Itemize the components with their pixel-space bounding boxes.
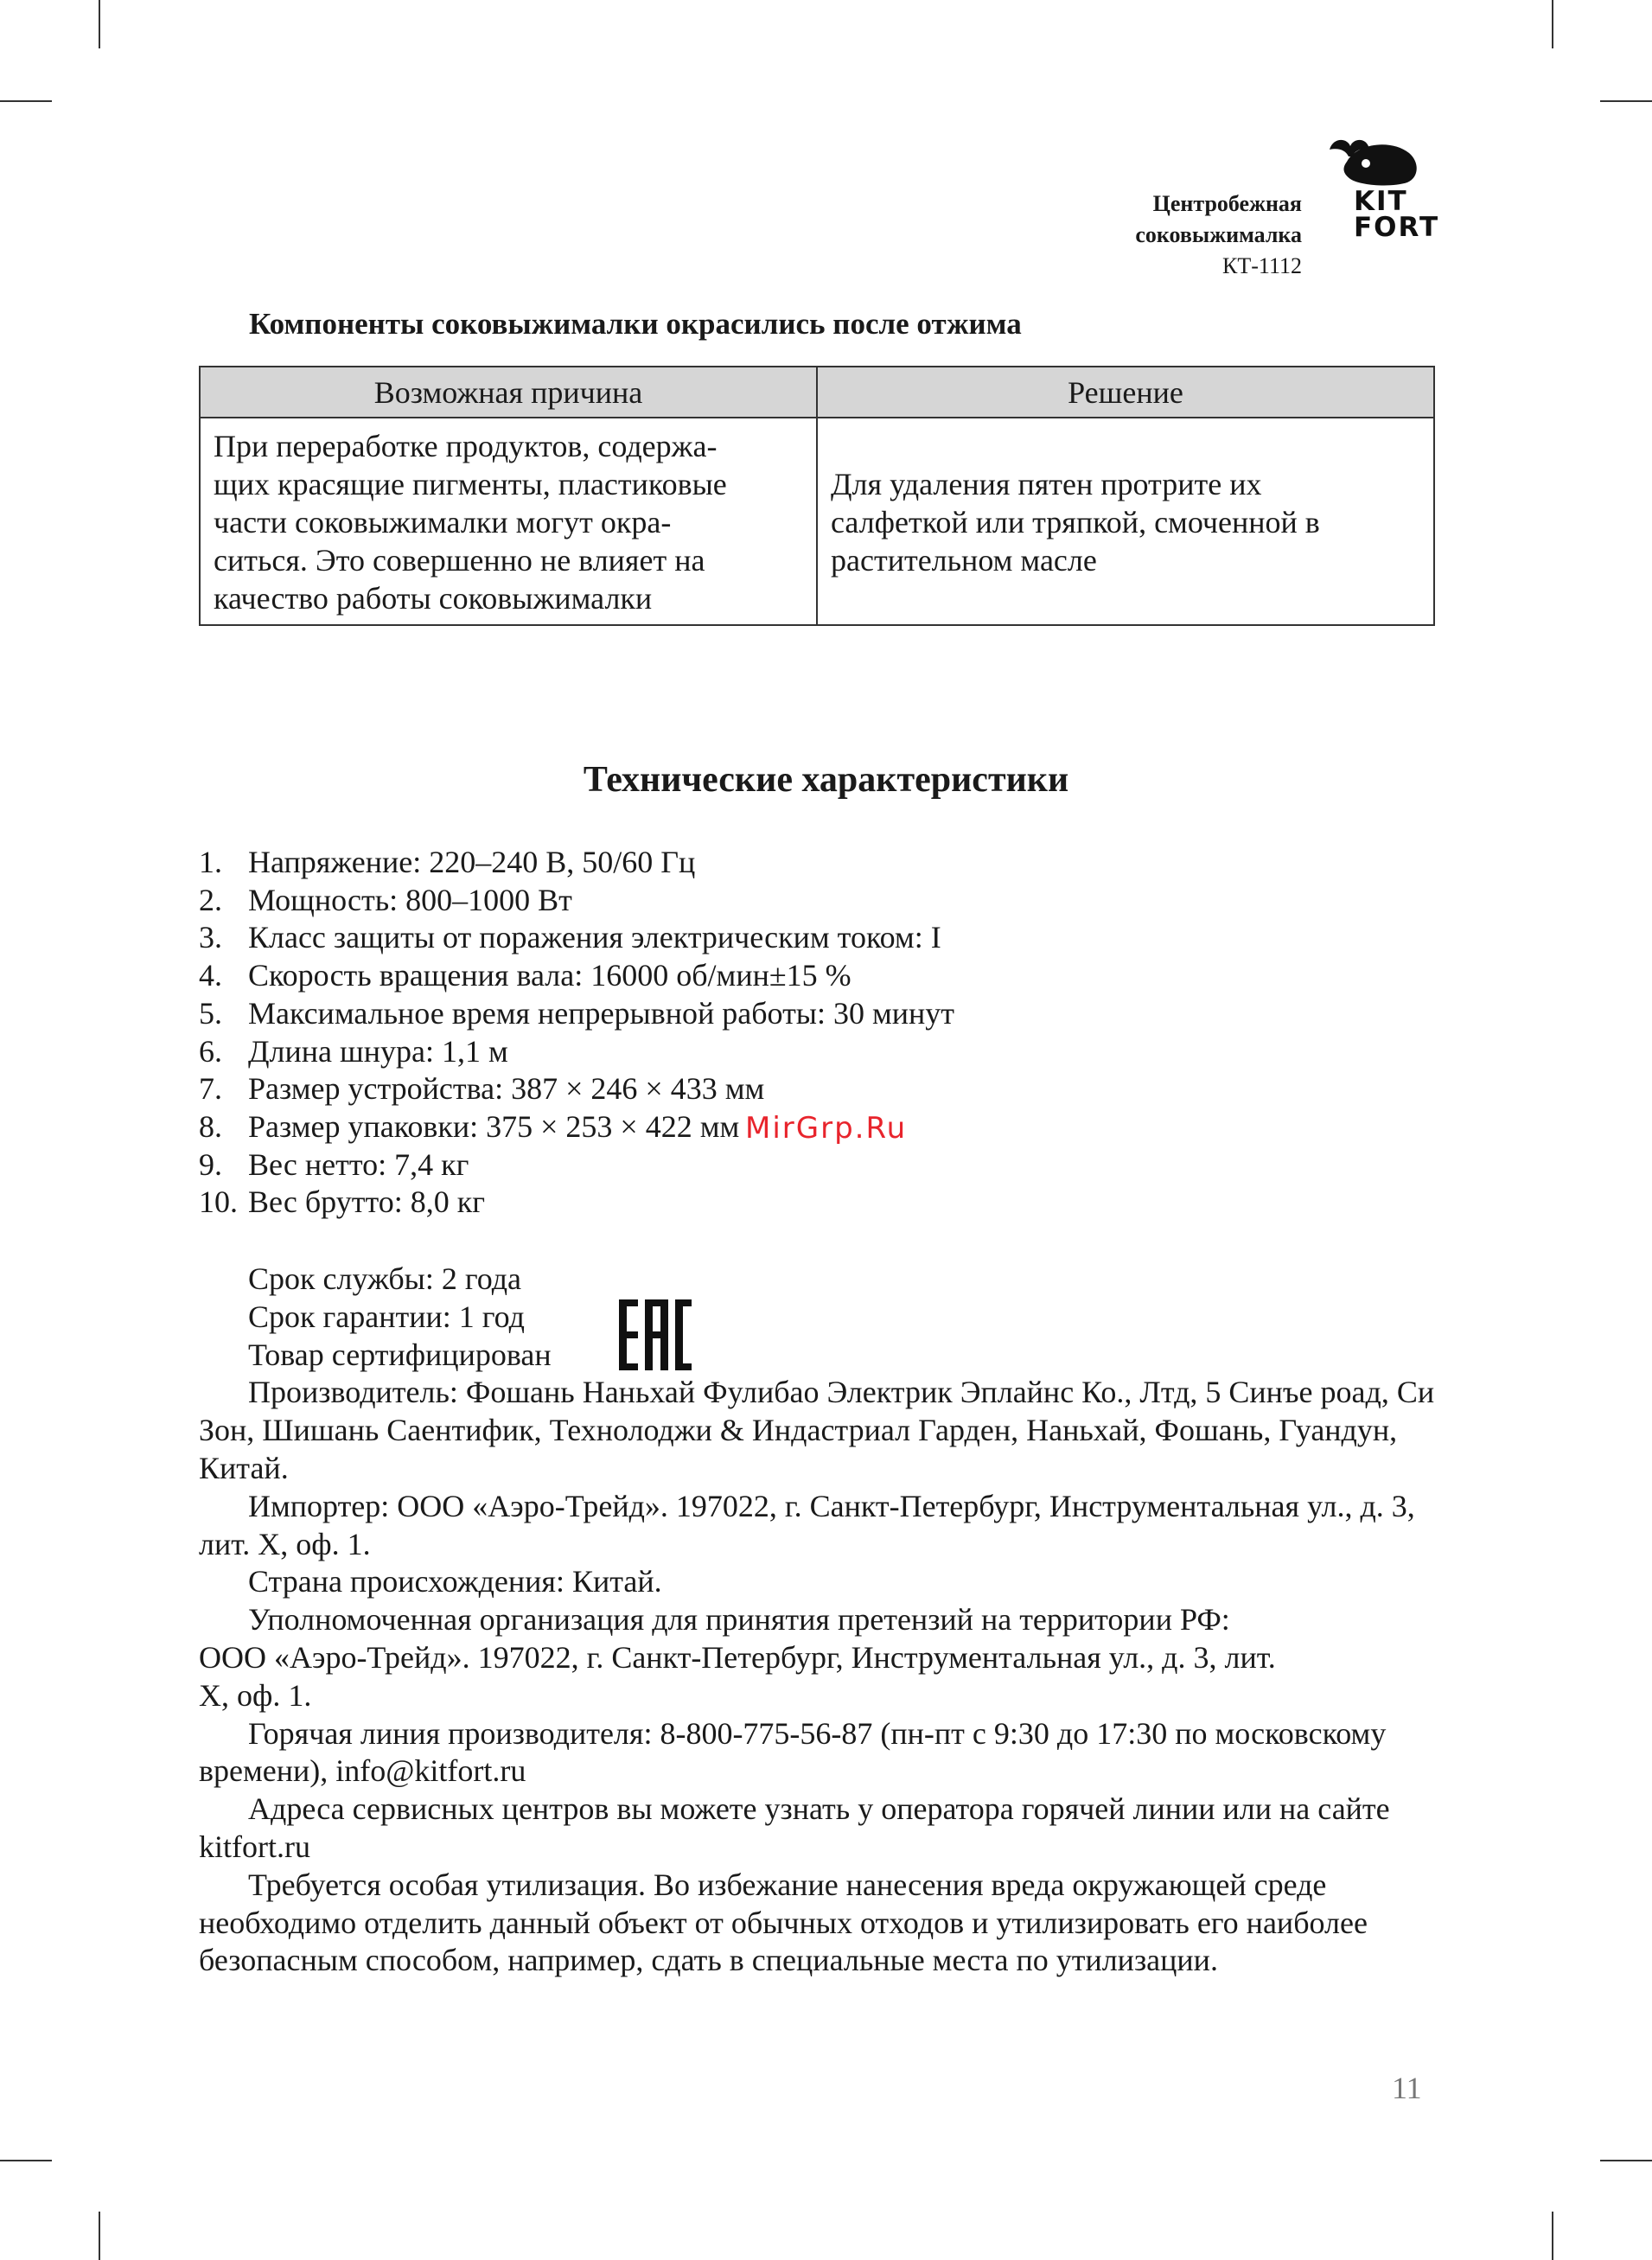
spec-text: Мощность: 800–1000 Вт [248, 882, 572, 917]
spec-text: Длина шнура: 1,1 м [248, 1033, 508, 1069]
service-life: Срок службы: 2 года [248, 1261, 522, 1296]
cause-cell [200, 418, 817, 625]
solution-line: Для удаления пятен протрите их [831, 467, 1262, 501]
spec-number: 7. [199, 1071, 222, 1107]
spec-text: Класс защиты от поражения электрическим током: I [248, 920, 941, 955]
disposal-note: Требуется особая утилизация. Во избежание нанесения вреда окружающей среде необходимо отделить данный объект от обычных отходов и утилизировать его наиболее безопасным способом, например, сдать в специальные места по утилизации. [199, 1867, 1368, 1978]
trouble-title: Компоненты соковыжималки окрасились после отжима [249, 307, 1022, 341]
list-item [199, 882, 954, 920]
list-item [199, 919, 954, 957]
kitfort-logo [1354, 186, 1440, 243]
crop-mark [99, 0, 100, 48]
spec-text: Напряжение: 220–240 В, 50/60 Гц [248, 845, 696, 879]
list-item [199, 1146, 954, 1184]
watermark: MirGrp.Ru [745, 1111, 908, 1146]
eac-mark-icon [619, 1299, 692, 1370]
list-item [199, 844, 954, 882]
spec-text: Вес брутто: 8,0 кг [248, 1184, 485, 1220]
manufacturer: Производитель: Фошань Наньхай Фулибао Электрик Эплайнс Ко., Лтд, 5 Синъе роад, Си Зон, Шишань Саентифик, Технолоджи & Индастриал Гарден, Наньхай, Фошань, Гуандун, Китай. [199, 1375, 1435, 1485]
col-header-cause: Возможная причина [200, 367, 817, 418]
product-name-line1: Центробежная [1152, 191, 1302, 216]
service-centers: Адреса сервисных центров вы можете узнать у оператора горячей линии или на сайте kitfort.ru [199, 1791, 1390, 1864]
model-number: КТ-1112 [1222, 253, 1302, 278]
product-header [1135, 188, 1302, 282]
warranty: Срок гарантии: 1 год [248, 1299, 525, 1334]
spec-text: Максимальное время непрерывной работы: 30 минут [248, 995, 955, 1031]
tech-specs-title: Технические характеристики [583, 760, 1069, 800]
list-item [199, 957, 954, 995]
cause-line: щих красящие пигменты, пластиковые [214, 467, 727, 501]
page-number: 11 [1392, 2071, 1422, 2105]
spec-number: 8. [199, 1108, 222, 1144]
solution-cell [817, 418, 1434, 625]
hotline: Горячая линия производителя: 8-800-775-56-87 (пн-пт с 9:30 до 17:30 по московскому времени), info@kitfort.ru [199, 1715, 1387, 1789]
logo-line1: KIT [1354, 186, 1408, 217]
spec-text: Вес нетто: 7,4 кг [248, 1146, 469, 1182]
spec-number: 10. [199, 1184, 238, 1220]
solution-line: салфеткой или тряпкой, смоченной в [831, 505, 1320, 539]
crop-mark [1600, 2160, 1652, 2161]
list-item [199, 1070, 954, 1108]
spec-text: Размер устройства: 387 × 246 × 433 мм [248, 1071, 765, 1107]
authorized-org-line: ООО «Аэро-Трейд». 197022, г. Санкт-Петербург, Инструментальная ул., д. 3, лит. [199, 1639, 1276, 1675]
spec-number: 4. [199, 958, 222, 993]
cause-line: При переработке продуктов, содержа- [214, 429, 718, 463]
product-name-line2: соковыжималка [1135, 222, 1302, 247]
certified: Товар сертифицирован [248, 1337, 552, 1372]
list-item [199, 1033, 954, 1071]
solution-line: растительном масле [831, 543, 1097, 578]
spec-number: 5. [199, 995, 222, 1031]
table-row [200, 418, 1434, 625]
crop-mark [1600, 100, 1652, 102]
col-header-solution: Решение [817, 367, 1434, 418]
spec-text: Скорость вращения вала: 16000 об/мин±15 % [248, 958, 852, 993]
crop-mark [0, 2160, 52, 2161]
spec-number: 1. [199, 845, 222, 879]
cause-line: части соковыжималки могут окра- [214, 505, 672, 539]
spec-text: Размер упаковки: 375 × 253 × 422 мм [248, 1108, 740, 1144]
table-header-row [200, 367, 1434, 418]
list-item [199, 1184, 954, 1222]
specs-list [199, 844, 954, 1222]
logo-line2: FORT [1354, 212, 1440, 243]
info-block [199, 1261, 1435, 1980]
cause-line: качество работы соковыжималки [214, 581, 653, 616]
authorized-org-line: Х, оф. 1. [199, 1677, 312, 1713]
spec-number: 6. [199, 1033, 222, 1069]
crop-mark [0, 100, 52, 102]
origin-country: Страна происхождения: Китай. [248, 1564, 662, 1599]
spec-number: 9. [199, 1146, 222, 1182]
list-item [199, 995, 954, 1033]
crop-mark [1552, 0, 1553, 48]
cause-line: ситься. Это совершенно не влияет на [214, 543, 705, 578]
importer: Импортер: ООО «Аэро-Трейд». 197022, г. Санкт-Петербург, Инструментальная ул., д. 3, лит. Х, оф. 1. [199, 1488, 1415, 1561]
spec-number: 3. [199, 920, 222, 955]
crop-mark [1552, 2212, 1553, 2260]
authorized-org-line: Уполномоченная организация для принятия претензий на территории РФ: [248, 1602, 1230, 1638]
spec-number: 2. [199, 882, 222, 917]
crop-mark [99, 2212, 100, 2260]
trouble-table [199, 366, 1435, 626]
